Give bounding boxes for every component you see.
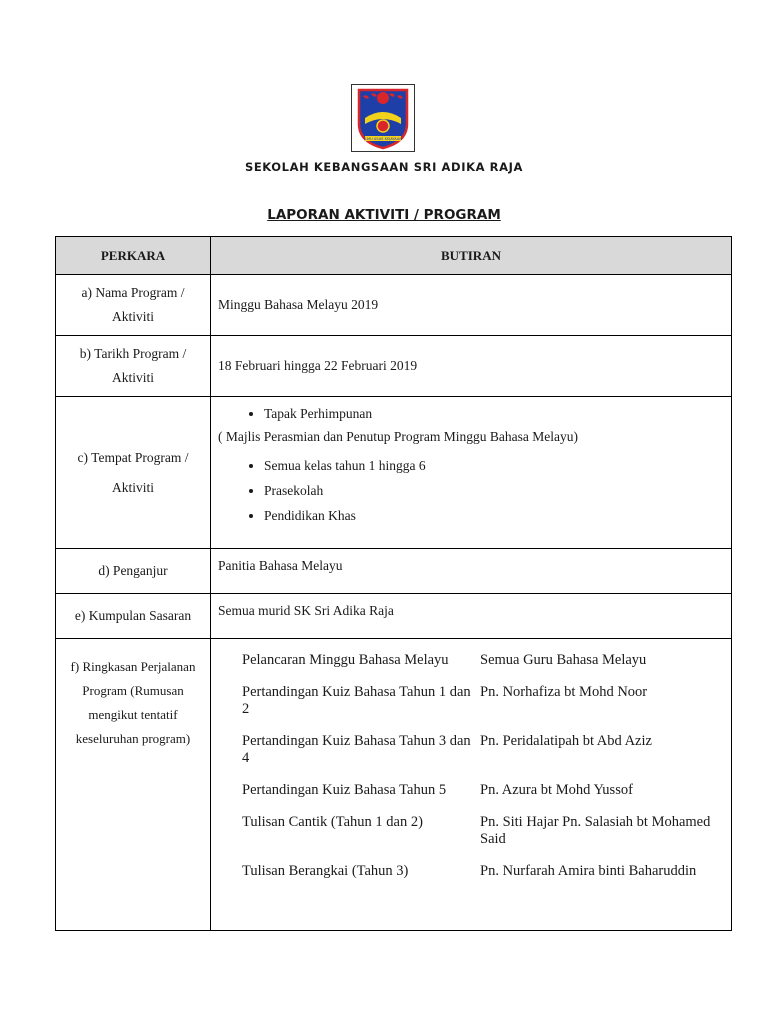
row-value-kumpulan-sasaran: Semua murid SK Sri Adika Raja bbox=[211, 594, 732, 639]
schedule-activity: Pelancaran Minggu Bahasa Melayu bbox=[242, 652, 449, 668]
row-value-ringkasan bbox=[211, 639, 732, 931]
table-row bbox=[56, 639, 732, 931]
column-header-butiran: BUTIRAN bbox=[211, 237, 732, 275]
schedule-person: Pn. Siti Hajar Pn. Salasiah bt Mohamed Said bbox=[480, 814, 711, 847]
list-item: • Semua kelas tahun 1 hingga 6 bbox=[264, 453, 731, 478]
table-header-row bbox=[56, 237, 732, 275]
report-title-text: LAPORAN AKTIVITI / PROGRAM bbox=[267, 207, 501, 223]
schedule-person: Pn. Azura bt Mohd Yussof bbox=[480, 782, 633, 798]
row-value-tarikh-program: 18 Februari hingga 22 Februari 2019 bbox=[211, 336, 732, 397]
row-label-tempat-program: c) Tempat Program / Aktiviti bbox=[56, 397, 211, 549]
schedule-person: Pn. Nurfarah Amira binti Baharuddin bbox=[480, 863, 697, 879]
schedule-row bbox=[242, 652, 731, 684]
schedule-person: Pn. Norhafiza bt Mohd Noor bbox=[480, 684, 648, 700]
report-title bbox=[0, 207, 768, 223]
schedule-row bbox=[242, 863, 731, 895]
row-value-penganjur: Panitia Bahasa Melayu bbox=[211, 549, 732, 594]
schedule-activity: Tulisan Cantik (Tahun 1 dan 2) bbox=[242, 814, 423, 830]
list-item: • Tapak Perhimpunan bbox=[264, 401, 731, 426]
row-label-penganjur: d) Penganjur bbox=[56, 549, 211, 594]
row-value-tempat-program bbox=[211, 397, 732, 549]
schedule-row bbox=[242, 814, 731, 863]
school-crest-logo bbox=[351, 84, 415, 152]
table-row bbox=[56, 594, 732, 639]
row-label-kumpulan-sasaran: e) Kumpulan Sasaran bbox=[56, 594, 211, 639]
venue-note: ( Majlis Perasmian dan Penutup Program Minggu Bahasa Melayu) bbox=[218, 429, 578, 444]
row-label-nama-program: a) Nama Program / Aktiviti bbox=[56, 275, 211, 336]
list-item: • Pendidikan Khas bbox=[264, 503, 731, 528]
table-row bbox=[56, 336, 732, 397]
venue-list bbox=[218, 453, 731, 528]
schedule-activity: Pertandingan Kuiz Bahasa Tahun 3 dan 4 bbox=[242, 733, 471, 766]
school-name: SEKOLAH KEBANGSAAN SRI ADIKA RAJA bbox=[244, 160, 524, 174]
row-label-tarikh-program: b) Tarikh Program / Aktiviti bbox=[56, 336, 211, 397]
program-schedule bbox=[242, 652, 731, 895]
schedule-row bbox=[242, 733, 731, 782]
schedule-person: Pn. Peridalatipah bt Abd Aziz bbox=[480, 733, 652, 749]
column-header-perkara: PERKARA bbox=[56, 237, 211, 275]
list-item: • Prasekolah bbox=[264, 478, 731, 503]
schedule-activity: Pertandingan Kuiz Bahasa Tahun 1 dan 2 bbox=[242, 684, 471, 717]
table-row bbox=[56, 549, 732, 594]
report-table bbox=[55, 236, 732, 931]
table-row bbox=[56, 397, 732, 549]
crest-motto: ILMU ASAS KEJAYAAN bbox=[363, 137, 403, 142]
schedule-person: Semua Guru Bahasa Melayu bbox=[480, 652, 647, 668]
schedule-row bbox=[242, 782, 731, 814]
schedule-activity: Pertandingan Kuiz Bahasa Tahun 5 bbox=[242, 782, 447, 798]
schedule-row bbox=[242, 684, 731, 733]
schedule-activity: Tulisan Berangkai (Tahun 3) bbox=[242, 863, 409, 879]
row-value-nama-program: Minggu Bahasa Melayu 2019 bbox=[211, 275, 732, 336]
row-label-ringkasan: f) Ringkasan Perjalanan Program (Rumusan mengikut tentatif keseluruhan program) bbox=[56, 639, 211, 931]
venue-list bbox=[218, 401, 731, 426]
table-row bbox=[56, 275, 732, 336]
